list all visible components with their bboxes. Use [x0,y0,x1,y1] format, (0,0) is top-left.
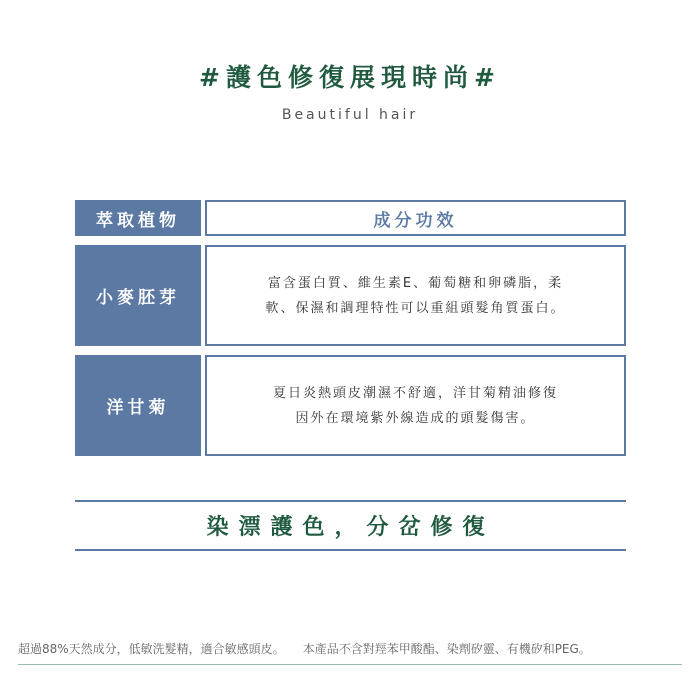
ingredient-effect-wheat-germ [205,245,626,346]
footer-divider [18,664,682,665]
footer-note-free-from: 本產品不含對羥苯甲酸酯、染劑矽靈、有機矽和PEG。 [302,642,591,656]
band-bottom-divider [75,549,626,551]
feature-band-text: 染漂護色，分岔修復 [206,515,495,540]
effect-line: 富含蛋白質、維生素E、葡萄糖和卵磷脂，柔 [267,275,564,291]
page-subtitle: Beautiful hair [281,107,419,123]
footer-notes [18,640,688,657]
effect-line: 因外在環境紫外線造成的頭髮傷害。 [295,410,536,426]
footer-note-natural: 超過88%天然成分，低敏洗髮精，適合敏感頭皮。 [18,642,285,656]
ingredient-name-wheat-germ: 小麥胚芽 [75,245,201,346]
ingredient-name-chamomile: 洋甘菊 [75,355,201,456]
table-header-effect: 成分功效 [205,200,626,236]
table-header-ingredient: 萃取植物 [75,200,201,236]
page-title: #護色修復展現時尚# [199,63,501,92]
ingredient-effect-chamomile [205,355,626,456]
effect-line: 夏日炎熱頭皮潮濕不舒適，洋甘菊精油修復 [272,385,558,401]
effect-line: 軟、保濕和調理特性可以重組頭髮角質蛋白。 [265,300,566,316]
band-top-divider [75,500,626,502]
